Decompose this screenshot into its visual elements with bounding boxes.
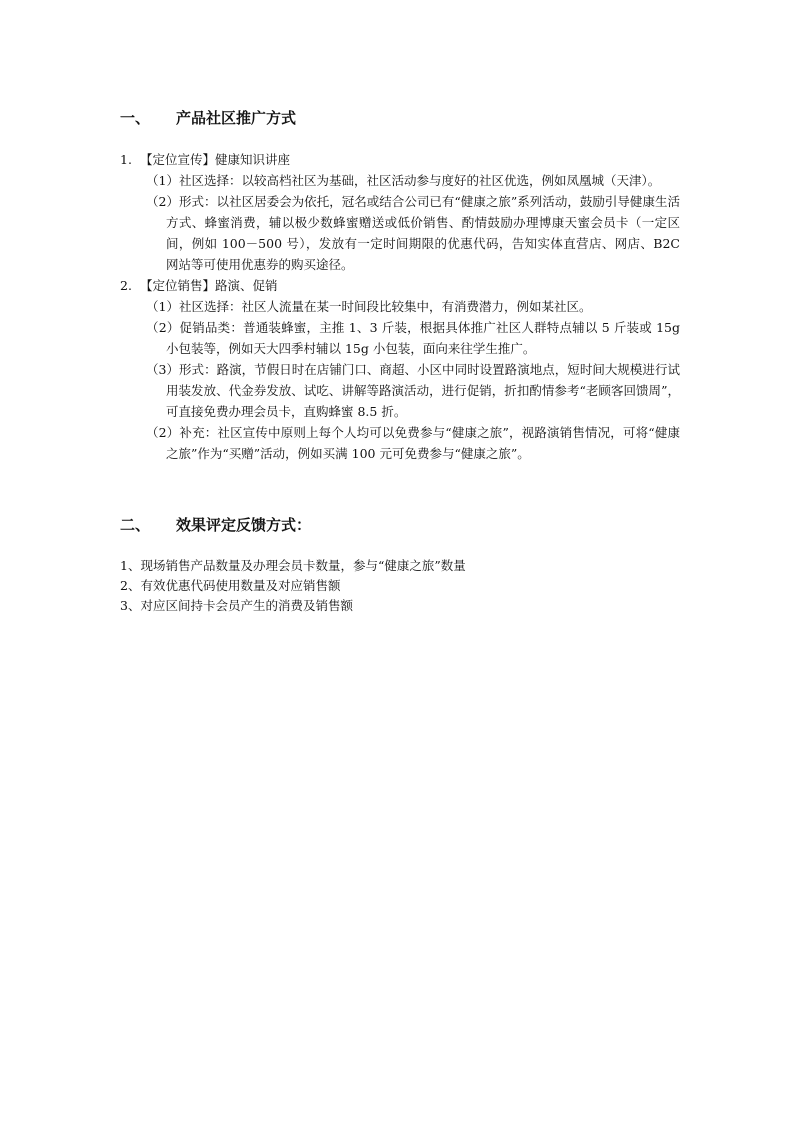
section-1-heading [120,108,296,128]
paragraph: （2）补充：社区宣传中原则上每个人均可以免费参与“健康之旅”，视路演销售情况，可将“健康之旅”作为“买赠”活动，例如买满 100 元可免费参与“健康之旅”。 [146,425,680,461]
paragraph: （3）形式：路演，节假日时在店铺门口、商超、小区中同时设置路演地点，短时间大规模进行试用装发放、代金券发放、试吃、讲解等路演活动，进行促销，折扣酌情参考“老顾客回馈周”，可直接免费办理会员卡，直购蜂蜜 8.5 折。 [146,362,680,419]
list-item: 3、对应区间持卡会员产生的消费及销售额 [120,598,353,613]
item-title [120,275,680,296]
paragraph: （2）促销品类：普通装蜂蜜，主推 1、3 斤装，根据具体推广社区人群特点辅以 5 斤装或 15g 小包装等，例如天大四季村辅以 15g 小包装，面向来往学生推广。 [146,320,680,356]
section-1-list [120,149,680,464]
item-title-text: 【定位销售】路演、促销 [140,278,278,293]
item-index: 1. [120,152,132,167]
list-item: 2、有效优惠代码使用数量及对应销售额 [120,578,341,593]
section-2-list [120,556,680,616]
section-2-number: 二、 [120,516,151,534]
section-2-title: 效果评定反馈方式： [176,516,312,534]
list-item: 1、现场销售产品数量及办理会员卡数量，参与“健康之旅”数量 [120,558,466,573]
item-index: 2. [120,278,132,293]
item-title-text: 【定位宣传】健康知识讲座 [140,152,291,167]
list-item [120,275,680,464]
paragraph: （1）社区选择：社区人流量在某一时间段比较集中，有消费潜力，例如某社区。 [146,299,592,314]
list-item [120,149,680,275]
section-1-number: 一、 [120,109,151,127]
item-title [120,149,680,170]
section-2-heading [120,515,311,535]
paragraph: （1）社区选择：以较高档社区为基础，社区活动参与度好的社区优选，例如凤凰城（天津）。 [146,173,661,188]
section-1-title: 产品社区推广方式 [176,109,297,127]
paragraph: （2）形式：以社区居委会为依托，冠名或结合公司已有“健康之旅”系列活动，鼓励引导健康生活方式、蜂蜜消费，辅以极少数蜂蜜赠送或低价销售、酌情鼓励办理博康天蜜会员卡（一定区间，例如 100－500 号），发放有一定时间期限的优惠代码，告知实体直营店、网店、B2C 网站等可使用优惠券的购买途径。 [146,194,680,272]
